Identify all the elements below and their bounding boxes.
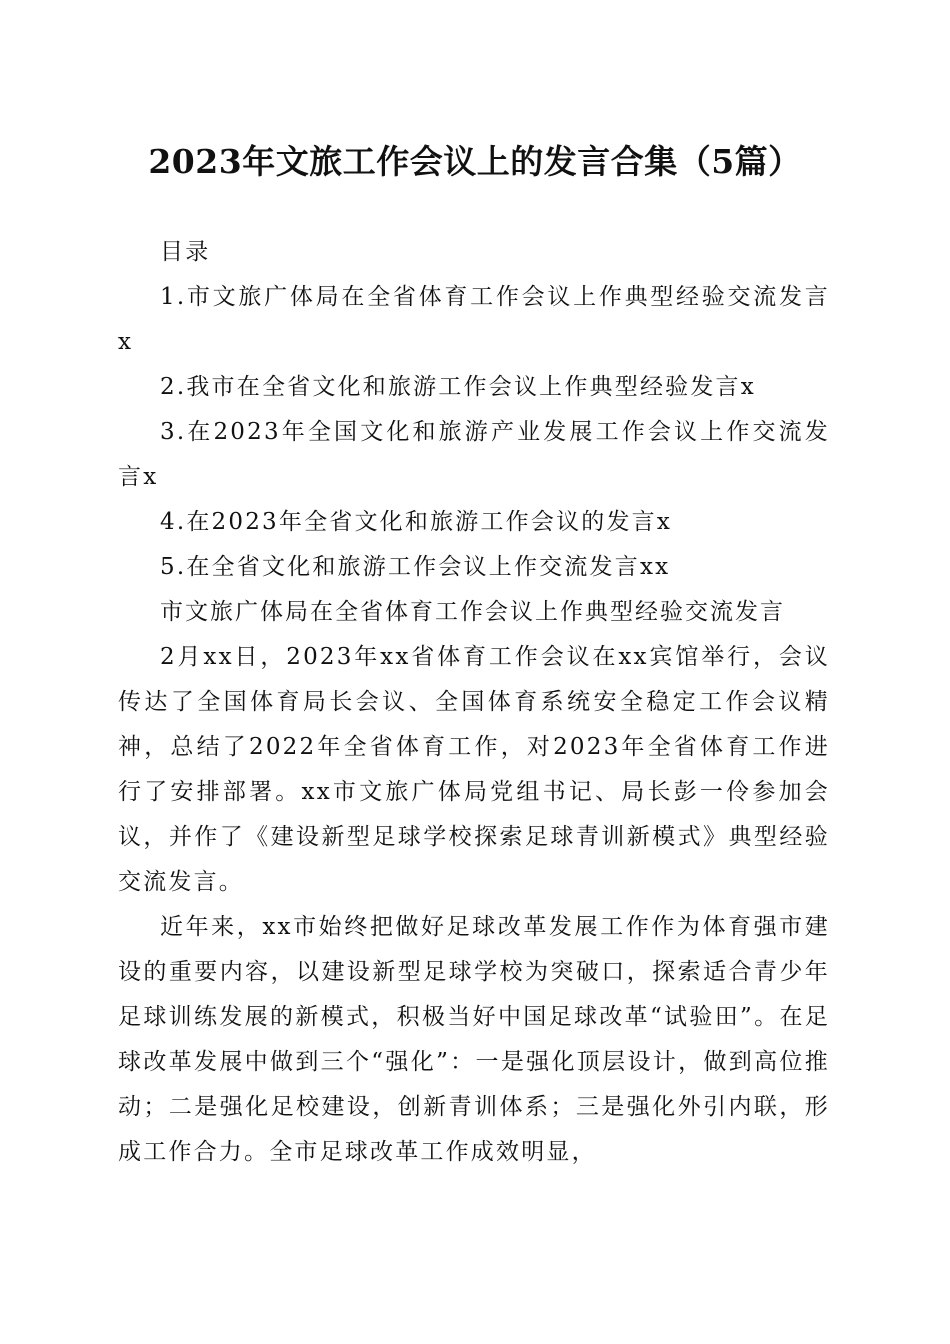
toc-item: 2.我市在全省文化和旅游工作会议上作典型经验发言x: [160, 374, 756, 400]
document-title: 2023年文旅工作会议上的发言合集（5篇）: [148, 142, 802, 181]
toc-item: 4.在2023年全省文化和旅游工作会议的发言x: [160, 509, 673, 535]
toc-item: 5.在全省文化和旅游工作会议上作交流发言xx: [160, 554, 671, 580]
document-body: [118, 230, 830, 1175]
body-paragraph: 2月xx日，2023年xx省体育工作会议在xx宾馆举行，会议传达了全国体育局长会议、全国体育系统安全稳定工作会议精神，总结了2022年全省体育工作，对2023年全省体育工作进行了安排部署。xx市文旅广体局党组书记、局长彭一伶参加会议，并作了《建设新型足球学校探索足球青训新模式》典型经验交流发言。: [118, 644, 830, 895]
toc-item: 1.市文旅广体局在全省体育工作会议上作典型经验交流发言x: [118, 284, 830, 355]
body-paragraph: 近年来，xx市始终把做好足球改革发展工作作为体育强市建设的重要内容，以建设新型足球学校为突破口，探索适合青少年足球训练发展的新模式，积极当好中国足球改革“试验田”。在足球改革发展中做到三个“强化”：一是强化顶层设计，做到高位推动；二是强化足校建设，创新青训体系；三是强化外引内联，形成工作合力。全市足球改革工作成效明显，: [118, 914, 830, 1165]
toc-heading: 目录: [160, 239, 211, 265]
toc-item: 3.在2023年全国文化和旅游产业发展工作会议上作交流发言x: [118, 419, 830, 490]
section-heading: 市文旅广体局在全省体育工作会议上作典型经验交流发言: [160, 599, 785, 625]
